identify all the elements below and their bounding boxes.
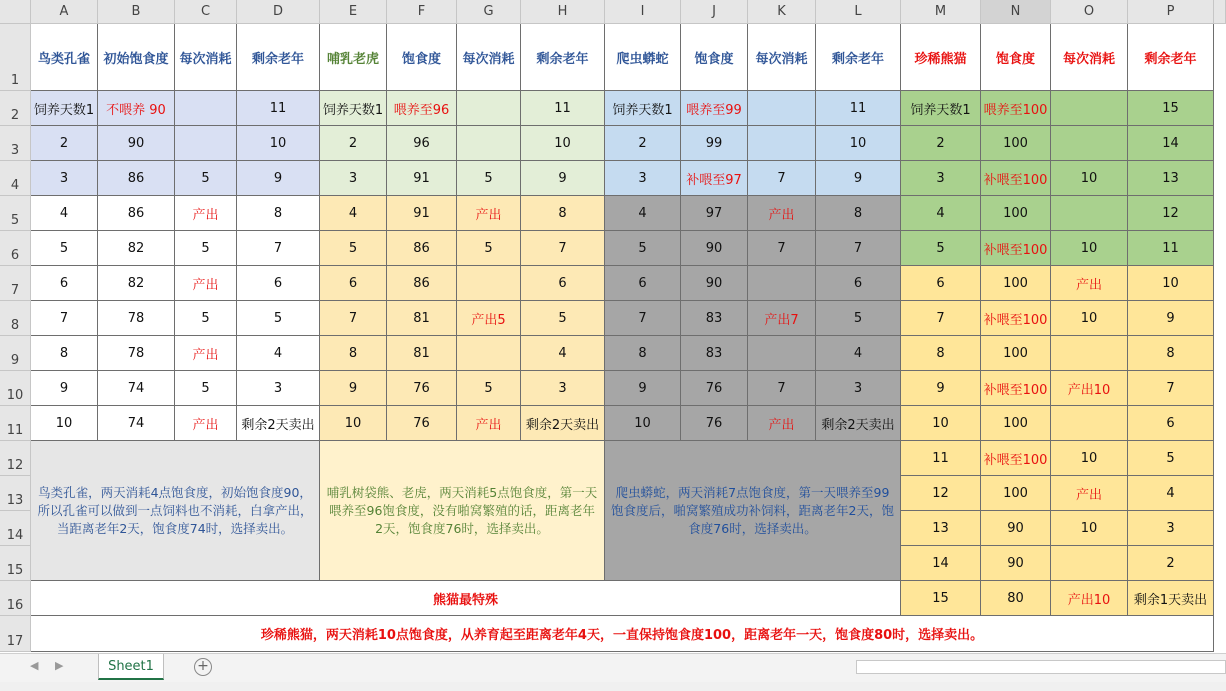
sheet-tab-sheet1[interactable]: Sheet1 bbox=[98, 654, 164, 680]
mammal-cell[interactable]: 4 bbox=[320, 196, 387, 231]
mammal-cell[interactable]: 7 bbox=[521, 231, 605, 266]
mammal-cell[interactable]: 剩余2天卖出 bbox=[521, 406, 605, 441]
bird-cell[interactable]: 不喂养 90 bbox=[98, 91, 175, 126]
mammal-cell[interactable]: 81 bbox=[387, 301, 457, 336]
row-header[interactable]: 1 bbox=[0, 24, 31, 91]
panda-cell[interactable]: 产出10 bbox=[1051, 581, 1128, 616]
mammal-cell[interactable]: 6 bbox=[521, 266, 605, 301]
panda-cell[interactable]: 补喂至100 bbox=[981, 371, 1051, 406]
reptile-cell[interactable]: 99 bbox=[681, 126, 748, 161]
bird-cell[interactable]: 产出 bbox=[175, 266, 237, 301]
panda-note: 珍稀熊猫，两天消耗10点饱食度，从养育起至距离老年4天，一直保持饱食度100，距离老年一天，饱食度80时，选择卖出。 bbox=[31, 616, 1214, 652]
mammal-cell[interactable]: 76 bbox=[387, 371, 457, 406]
panda-cell[interactable] bbox=[1051, 91, 1128, 126]
header-cell[interactable]: 每次消耗 bbox=[748, 24, 816, 91]
reptile-cell[interactable]: 7 bbox=[748, 371, 816, 406]
bird-cell[interactable]: 9 bbox=[237, 161, 320, 196]
header-cell[interactable]: 每次消耗 bbox=[457, 24, 521, 91]
panda-cell[interactable]: 补喂至100 bbox=[981, 301, 1051, 336]
reptile-cell[interactable]: 76 bbox=[681, 406, 748, 441]
mammal-cell[interactable]: 6 bbox=[320, 266, 387, 301]
bird-cell[interactable]: 5 bbox=[31, 231, 98, 266]
mammal-cell[interactable]: 86 bbox=[387, 266, 457, 301]
header-cell[interactable]: 哺乳老虎 bbox=[320, 24, 387, 91]
reptile-cell[interactable] bbox=[748, 266, 816, 301]
header-cell[interactable]: 饱食度 bbox=[981, 24, 1051, 91]
mammal-cell[interactable]: 产出5 bbox=[457, 301, 521, 336]
panda-cell[interactable]: 喂养至100 bbox=[981, 91, 1051, 126]
header-cell[interactable]: 剩余老年 bbox=[816, 24, 901, 91]
mammal-cell[interactable]: 4 bbox=[521, 336, 605, 371]
mammal-cell[interactable]: 10 bbox=[320, 406, 387, 441]
header-cell[interactable]: 爬虫蟒蛇 bbox=[605, 24, 681, 91]
reptile-cell[interactable]: 5 bbox=[816, 301, 901, 336]
bird-cell[interactable] bbox=[175, 91, 237, 126]
bird-cell[interactable]: 7 bbox=[31, 301, 98, 336]
bird-cell[interactable]: 5 bbox=[175, 301, 237, 336]
bird-cell[interactable]: 74 bbox=[98, 371, 175, 406]
bird-cell[interactable]: 5 bbox=[175, 161, 237, 196]
mammal-cell[interactable]: 76 bbox=[387, 406, 457, 441]
bird-cell[interactable]: 78 bbox=[98, 336, 175, 371]
column-header[interactable]: L bbox=[816, 0, 901, 24]
column-header[interactable]: P bbox=[1128, 0, 1214, 24]
reptile-cell[interactable] bbox=[748, 91, 816, 126]
mammal-cell[interactable] bbox=[457, 91, 521, 126]
mammal-cell[interactable]: 96 bbox=[387, 126, 457, 161]
reptile-cell[interactable]: 7 bbox=[748, 231, 816, 266]
mammal-cell[interactable]: 8 bbox=[521, 196, 605, 231]
reptile-cell[interactable]: 3 bbox=[816, 371, 901, 406]
row-header[interactable]: 3 bbox=[0, 126, 31, 161]
panda-cell[interactable]: 补喂至100 bbox=[981, 441, 1051, 476]
reptile-cell[interactable]: 喂养至99 bbox=[681, 91, 748, 126]
column-header-extra[interactable] bbox=[1214, 0, 1226, 24]
bird-cell[interactable]: 2 bbox=[31, 126, 98, 161]
bird-cell[interactable]: 86 bbox=[98, 161, 175, 196]
row-header[interactable]: 9 bbox=[0, 336, 31, 371]
reptile-cell[interactable]: 产出 bbox=[748, 196, 816, 231]
bird-cell[interactable]: 82 bbox=[98, 231, 175, 266]
bird-cell[interactable]: 4 bbox=[237, 336, 320, 371]
reptile-cell[interactable]: 6 bbox=[605, 266, 681, 301]
panda-cell[interactable]: 13 bbox=[1128, 161, 1214, 196]
bird-cell[interactable]: 6 bbox=[237, 266, 320, 301]
header-cell[interactable]: 剩余老年 bbox=[237, 24, 320, 91]
reptile-cell[interactable]: 83 bbox=[681, 336, 748, 371]
panda-cell[interactable] bbox=[1051, 406, 1128, 441]
mammal-cell[interactable]: 3 bbox=[521, 371, 605, 406]
reptile-cell[interactable]: 4 bbox=[816, 336, 901, 371]
reptile-cell[interactable] bbox=[748, 126, 816, 161]
panda-cell[interactable]: 10 bbox=[1051, 441, 1128, 476]
panda-cell[interactable]: 7 bbox=[901, 301, 981, 336]
panda-cell[interactable]: 14 bbox=[901, 546, 981, 581]
panda-cell[interactable]: 10 bbox=[901, 406, 981, 441]
panda-cell[interactable]: 11 bbox=[1128, 231, 1214, 266]
bird-cell[interactable]: 8 bbox=[237, 196, 320, 231]
panda-cell[interactable]: 14 bbox=[1128, 126, 1214, 161]
header-cell[interactable]: 每次消耗 bbox=[175, 24, 237, 91]
reptile-note: 爬虫蟒蛇，两天消耗7点饱食度，第一天喂养至99饱食度后，啪窝繁殖成功补饲料，距离老年2天，饱食度76时，选择卖出。 bbox=[605, 441, 901, 581]
bird-cell[interactable]: 饲养天数1 bbox=[31, 91, 98, 126]
panda-cell[interactable]: 补喂至100 bbox=[981, 231, 1051, 266]
panda-cell[interactable]: 10 bbox=[1051, 231, 1128, 266]
sheet-tab-bar bbox=[0, 653, 1226, 690]
bird-cell[interactable]: 11 bbox=[237, 91, 320, 126]
bird-cell[interactable]: 4 bbox=[31, 196, 98, 231]
panda-cell[interactable] bbox=[1051, 336, 1128, 371]
row-header[interactable]: 17 bbox=[0, 616, 31, 652]
column-header[interactable]: K bbox=[748, 0, 816, 24]
mammal-cell[interactable] bbox=[457, 126, 521, 161]
panda-cell[interactable]: 补喂至100 bbox=[981, 161, 1051, 196]
reptile-cell[interactable]: 10 bbox=[605, 406, 681, 441]
row-header[interactable]: 13 bbox=[0, 476, 31, 511]
panda-cell[interactable]: 3 bbox=[901, 161, 981, 196]
panda-cell[interactable]: 8 bbox=[901, 336, 981, 371]
mammal-cell[interactable]: 86 bbox=[387, 231, 457, 266]
panda-cell[interactable]: 2 bbox=[1128, 546, 1214, 581]
mammal-cell[interactable]: 5 bbox=[320, 231, 387, 266]
panda-cell[interactable]: 10 bbox=[1128, 266, 1214, 301]
reptile-cell[interactable]: 饲养天数1 bbox=[605, 91, 681, 126]
bird-cell[interactable]: 78 bbox=[98, 301, 175, 336]
panda-cell[interactable]: 80 bbox=[981, 581, 1051, 616]
reptile-cell[interactable]: 7 bbox=[748, 161, 816, 196]
mammal-cell[interactable]: 91 bbox=[387, 196, 457, 231]
reptile-cell[interactable]: 3 bbox=[605, 161, 681, 196]
bird-cell[interactable]: 86 bbox=[98, 196, 175, 231]
mammal-cell[interactable]: 5 bbox=[457, 371, 521, 406]
row-header[interactable]: 16 bbox=[0, 581, 31, 616]
reptile-cell[interactable]: 9 bbox=[605, 371, 681, 406]
column-header[interactable]: I bbox=[605, 0, 681, 24]
row-header[interactable]: 10 bbox=[0, 371, 31, 406]
panda-cell[interactable]: 4 bbox=[1128, 476, 1214, 511]
panda-cell[interactable]: 100 bbox=[981, 406, 1051, 441]
reptile-cell[interactable]: 11 bbox=[816, 91, 901, 126]
panda-cell[interactable]: 5 bbox=[901, 231, 981, 266]
row-header[interactable]: 8 bbox=[0, 301, 31, 336]
panda-cell[interactable]: 100 bbox=[981, 266, 1051, 301]
header-cell[interactable]: 每次消耗 bbox=[1051, 24, 1128, 91]
mammal-cell[interactable]: 8 bbox=[320, 336, 387, 371]
panda-cell[interactable]: 15 bbox=[1128, 91, 1214, 126]
panda-cell[interactable]: 100 bbox=[981, 126, 1051, 161]
panda-cell[interactable]: 90 bbox=[981, 511, 1051, 546]
mammal-cell[interactable]: 5 bbox=[521, 301, 605, 336]
mammal-cell[interactable] bbox=[457, 336, 521, 371]
header-cell[interactable]: 剩余老年 bbox=[1128, 24, 1214, 91]
column-header[interactable]: J bbox=[681, 0, 748, 24]
column-header[interactable]: M bbox=[901, 0, 981, 24]
next-sheet-icon[interactable]: ▶ bbox=[55, 659, 64, 672]
mammal-cell[interactable]: 2 bbox=[320, 126, 387, 161]
horizontal-scrollbar[interactable] bbox=[856, 660, 1226, 674]
panda-cell[interactable]: 2 bbox=[901, 126, 981, 161]
reptile-cell[interactable]: 90 bbox=[681, 231, 748, 266]
reptile-cell[interactable]: 76 bbox=[681, 371, 748, 406]
panda-cell[interactable]: 90 bbox=[981, 546, 1051, 581]
mammal-cell[interactable] bbox=[457, 266, 521, 301]
row-header[interactable]: 7 bbox=[0, 266, 31, 301]
panda-cell[interactable]: 10 bbox=[1051, 511, 1128, 546]
reptile-cell[interactable]: 2 bbox=[605, 126, 681, 161]
panda-cell[interactable]: 100 bbox=[981, 476, 1051, 511]
row-header[interactable]: 2 bbox=[0, 91, 31, 126]
reptile-cell[interactable]: 5 bbox=[605, 231, 681, 266]
panda-title: 熊猫最特殊 bbox=[31, 581, 901, 616]
reptile-cell[interactable]: 6 bbox=[816, 266, 901, 301]
mammal-cell[interactable]: 9 bbox=[320, 371, 387, 406]
panda-cell[interactable]: 100 bbox=[981, 336, 1051, 371]
reptile-cell[interactable]: 剩余2天卖出 bbox=[816, 406, 901, 441]
panda-cell[interactable] bbox=[1051, 196, 1128, 231]
bird-cell[interactable]: 产出 bbox=[175, 336, 237, 371]
panda-cell[interactable]: 产出10 bbox=[1051, 371, 1128, 406]
bird-cell[interactable]: 74 bbox=[98, 406, 175, 441]
reptile-cell[interactable]: 9 bbox=[816, 161, 901, 196]
row-header[interactable]: 12 bbox=[0, 441, 31, 476]
column-header[interactable]: N bbox=[981, 0, 1051, 24]
panda-cell[interactable]: 13 bbox=[901, 511, 981, 546]
reptile-cell[interactable] bbox=[748, 336, 816, 371]
header-cell[interactable]: 珍稀熊猫 bbox=[901, 24, 981, 91]
mammal-cell[interactable]: 10 bbox=[521, 126, 605, 161]
header-cell[interactable]: 饱食度 bbox=[387, 24, 457, 91]
panda-cell[interactable] bbox=[1051, 546, 1128, 581]
bird-cell[interactable]: 剩余2天卖出 bbox=[237, 406, 320, 441]
panda-cell[interactable]: 10 bbox=[1051, 301, 1128, 336]
bird-cell[interactable]: 产出 bbox=[175, 406, 237, 441]
reptile-cell[interactable]: 10 bbox=[816, 126, 901, 161]
reptile-cell[interactable]: 97 bbox=[681, 196, 748, 231]
column-header[interactable]: C bbox=[175, 0, 237, 24]
row-header[interactable]: 6 bbox=[0, 231, 31, 266]
panda-cell[interactable]: 15 bbox=[901, 581, 981, 616]
row-header[interactable]: 4 bbox=[0, 161, 31, 196]
bird-cell[interactable] bbox=[175, 126, 237, 161]
bird-cell[interactable]: 8 bbox=[31, 336, 98, 371]
reptile-cell[interactable]: 8 bbox=[605, 336, 681, 371]
select-all-corner[interactable] bbox=[0, 0, 31, 24]
header-cell[interactable]: 鸟类孔雀 bbox=[31, 24, 98, 91]
bird-cell[interactable]: 5 bbox=[175, 371, 237, 406]
panda-cell[interactable]: 100 bbox=[981, 196, 1051, 231]
mammal-cell[interactable]: 11 bbox=[521, 91, 605, 126]
panda-cell[interactable]: 8 bbox=[1128, 336, 1214, 371]
panda-cell[interactable]: 10 bbox=[1051, 161, 1128, 196]
bird-cell[interactable]: 7 bbox=[237, 231, 320, 266]
header-cell[interactable]: 剩余老年 bbox=[521, 24, 605, 91]
panda-cell[interactable]: 5 bbox=[1128, 441, 1214, 476]
column-header[interactable]: H bbox=[521, 0, 605, 24]
column-header[interactable]: B bbox=[98, 0, 175, 24]
add-sheet-button[interactable]: + bbox=[194, 658, 212, 676]
row-header[interactable]: 5 bbox=[0, 196, 31, 231]
mammal-cell[interactable]: 产出 bbox=[457, 196, 521, 231]
reptile-cell[interactable]: 83 bbox=[681, 301, 748, 336]
reptile-cell[interactable]: 产出 bbox=[748, 406, 816, 441]
bird-cell[interactable]: 82 bbox=[98, 266, 175, 301]
mammal-note: 哺乳树袋熊、老虎，两天消耗5点饱食度，第一天喂养至96饱食度，没有啪窝繁殖的话，距离老年2天，饱食度76时，选择卖出。 bbox=[320, 441, 605, 581]
column-header[interactable]: G bbox=[457, 0, 521, 24]
bird-cell[interactable]: 10 bbox=[31, 406, 98, 441]
reptile-cell[interactable]: 7 bbox=[816, 231, 901, 266]
panda-cell[interactable]: 12 bbox=[901, 476, 981, 511]
reptile-cell[interactable]: 90 bbox=[681, 266, 748, 301]
prev-sheet-icon[interactable]: ◀ bbox=[30, 659, 39, 672]
bird-cell[interactable]: 5 bbox=[175, 231, 237, 266]
mammal-cell[interactable]: 3 bbox=[320, 161, 387, 196]
reptile-cell[interactable]: 补喂至97 bbox=[681, 161, 748, 196]
panda-cell[interactable]: 3 bbox=[1128, 511, 1214, 546]
bird-cell[interactable]: 5 bbox=[237, 301, 320, 336]
mammal-cell[interactable]: 产出 bbox=[457, 406, 521, 441]
mammal-cell[interactable]: 5 bbox=[457, 161, 521, 196]
bird-cell[interactable]: 产出 bbox=[175, 196, 237, 231]
panda-cell[interactable]: 6 bbox=[901, 266, 981, 301]
panda-cell[interactable]: 产出 bbox=[1051, 476, 1128, 511]
panda-cell[interactable]: 饲养天数1 bbox=[901, 91, 981, 126]
column-header[interactable]: F bbox=[387, 0, 457, 24]
reptile-cell[interactable]: 8 bbox=[816, 196, 901, 231]
bird-cell[interactable]: 3 bbox=[237, 371, 320, 406]
reptile-cell[interactable]: 产出7 bbox=[748, 301, 816, 336]
column-header[interactable]: E bbox=[320, 0, 387, 24]
mammal-cell[interactable]: 91 bbox=[387, 161, 457, 196]
mammal-cell[interactable]: 7 bbox=[320, 301, 387, 336]
panda-cell[interactable]: 6 bbox=[1128, 406, 1214, 441]
bird-note: 鸟类孔雀，两天消耗4点饱食度，初始饱食度90，所以孔雀可以做到一点饲料也不消耗，白拿产出，当距离老年2天，饱食度74时，选择卖出。 bbox=[31, 441, 320, 581]
panda-cell[interactable]: 9 bbox=[901, 371, 981, 406]
panda-cell[interactable]: 7 bbox=[1128, 371, 1214, 406]
column-header[interactable]: O bbox=[1051, 0, 1128, 24]
reptile-cell[interactable]: 7 bbox=[605, 301, 681, 336]
mammal-cell[interactable]: 9 bbox=[521, 161, 605, 196]
header-cell[interactable]: 初始饱食度 bbox=[98, 24, 175, 91]
panda-cell[interactable]: 12 bbox=[1128, 196, 1214, 231]
panda-cell[interactable]: 产出 bbox=[1051, 266, 1128, 301]
bird-cell[interactable]: 9 bbox=[31, 371, 98, 406]
mammal-cell[interactable]: 饲养天数1 bbox=[320, 91, 387, 126]
bird-cell[interactable]: 6 bbox=[31, 266, 98, 301]
reptile-cell[interactable]: 4 bbox=[605, 196, 681, 231]
bird-cell[interactable]: 90 bbox=[98, 126, 175, 161]
column-header[interactable]: A bbox=[31, 0, 98, 24]
panda-cell[interactable]: 4 bbox=[901, 196, 981, 231]
mammal-cell[interactable]: 5 bbox=[457, 231, 521, 266]
panda-cell[interactable]: 剩余1天卖出 bbox=[1128, 581, 1214, 616]
panda-cell[interactable]: 11 bbox=[901, 441, 981, 476]
header-cell[interactable]: 饱食度 bbox=[681, 24, 748, 91]
mammal-cell[interactable]: 喂养至96 bbox=[387, 91, 457, 126]
row-header[interactable]: 15 bbox=[0, 546, 31, 581]
column-header[interactable]: D bbox=[237, 0, 320, 24]
row-header[interactable]: 14 bbox=[0, 511, 31, 546]
bird-cell[interactable]: 3 bbox=[31, 161, 98, 196]
row-header[interactable]: 11 bbox=[0, 406, 31, 441]
panda-cell[interactable]: 9 bbox=[1128, 301, 1214, 336]
bird-cell[interactable]: 10 bbox=[237, 126, 320, 161]
mammal-cell[interactable]: 81 bbox=[387, 336, 457, 371]
panda-cell[interactable] bbox=[1051, 126, 1128, 161]
